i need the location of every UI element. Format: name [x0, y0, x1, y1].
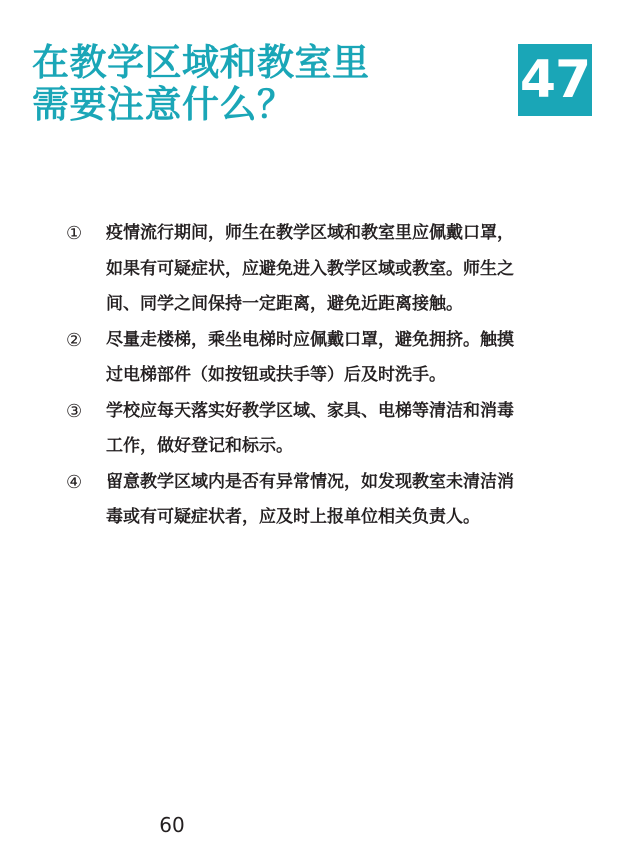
- item-marker: ①: [66, 223, 83, 244]
- tips-list: [66, 216, 516, 536]
- item-text: 留意教学区域内是否有异常情况，如发现教室未清洁消毒或有可疑症状者，应及时上报单位相关负责人。: [106, 471, 514, 527]
- list-item: [66, 323, 516, 394]
- item-text: 疫情流行期间，师生在教学区域和教室里应佩戴口罩，如果有可疑症状，应避免进入教学区域或教室。师生之间、同学之间保持一定距离，避免近距离接触。: [106, 223, 514, 314]
- item-marker: ④: [66, 471, 83, 493]
- list-item: [66, 394, 516, 465]
- title-line-2: 需要注意什么？: [32, 83, 295, 126]
- item-marker: ③: [66, 400, 83, 422]
- list-item: [66, 216, 516, 323]
- question-number-badge: 47: [518, 44, 592, 116]
- item-marker: ②: [66, 329, 83, 351]
- page-number: 60: [159, 813, 185, 837]
- page-title: [32, 42, 370, 126]
- item-text: 学校应每天落实好教学区域、家具、电梯等清洁和消毒工作，做好登记和标示。: [106, 400, 514, 456]
- item-text: 尽量走楼梯，乘坐电梯时应佩戴口罩，避免拥挤。触摸过电梯部件（如按钮或扶手等）后及时洗手。: [106, 329, 514, 385]
- title-line-1: 在教学区域和教室里: [32, 41, 370, 84]
- list-item: [66, 465, 516, 536]
